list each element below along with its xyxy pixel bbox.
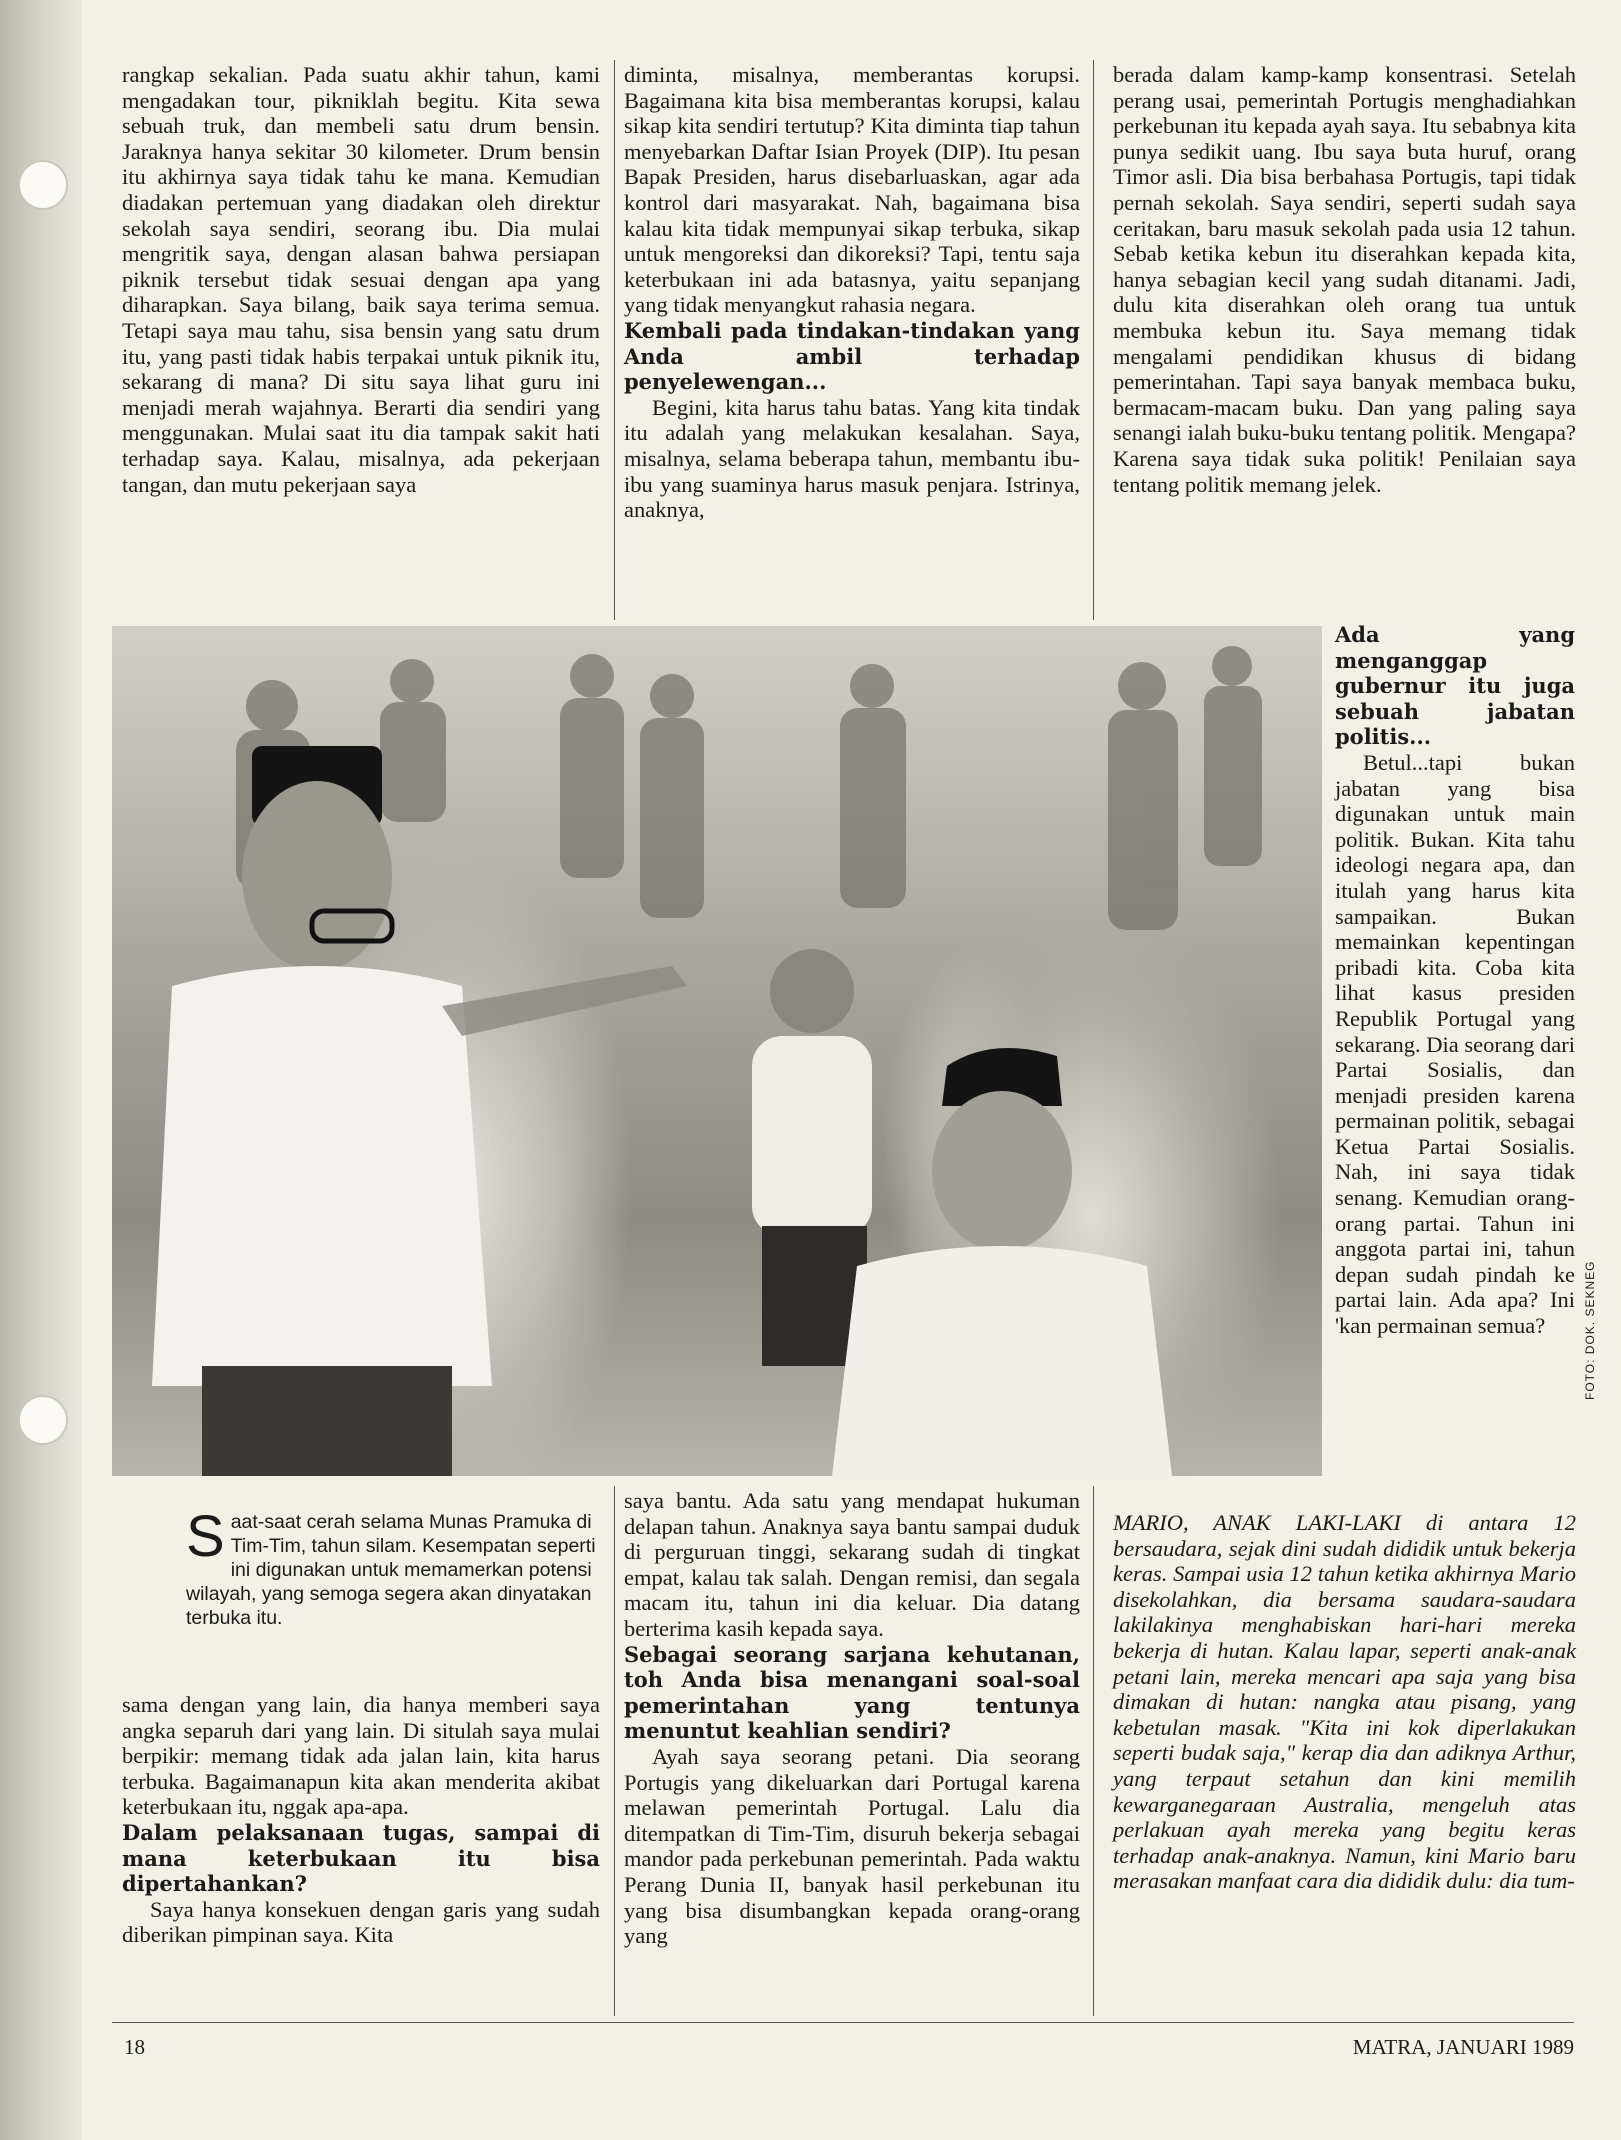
column-2-top: [624, 62, 1080, 523]
sidebar-paragraph: MARIO, ANAK LAKI-LAKI di antara 12 bersaudara, sejak dini sudah dididik untuk bekerja keras. Sampai usia 12 tahun ketika akhirnya Mario disekolahkan, dia bersama saudara-saudara lakilakinya menghabiskan hari-hari mereka bekerja di hutan. Kalau lapar, seperti anak-anak petani lain, mereka mencari apa saja yang bisa dimakan di hutan: nangka atau pisang, yang kebetulan masak. "Kita ini kok diperlakukan seperti budak saja," kerap dia dan adiknya Arthur, yang terpaut setahun dan kini memilih kewarganegaraan Australia, mengeluh atas perlakuan ayah mereka yang begitu keras terhadap anak-anaknya. Namun, kini Mario baru merasakan manfaat cara dia dididik dulu: dia tum-: [1113, 1510, 1576, 1894]
paragraph: Begini, kita harus tahu batas. Yang kita tindak itu adalah yang melakukan kesalahan. Saya, misalnya, selama beberapa tahun, membantu ibu-ibu yang suaminya harus masuk penjara. Istrinya, anaknya,: [624, 394, 1080, 523]
paragraph: sama dengan yang lain, dia hanya memberi saya angka separuh dari yang lain. Di situlah saya mulai berpikir: memang tidak ada jalan lain, kita harus terbuka. Bagaimanapun kita akan menderita akibat keterbukaan itu, nggak apa-apa.: [122, 1692, 600, 1820]
punch-hole: [18, 160, 68, 210]
column-rule: [614, 1486, 615, 2016]
paragraph: saya bantu. Ada satu yang mendapat hukuman delapan tahun. Anaknya saya bantu sampai duduk di perguruan tinggi, sekarang sudah di tingkat empat, kalau tak salah. Dengan remisi, dan segala macam itu, tahun ini dia keluar. Dia datang berterima kasih kepada saya.: [624, 1488, 1080, 1641]
column-rule: [1093, 1486, 1094, 2016]
paragraph: Saya hanya konsekuen dengan garis yang sudah diberikan pimpinan saya. Kita: [122, 1896, 600, 1948]
binder-edge: [0, 0, 82, 2140]
interview-question: Dalam pelaksanaan tugas, sampai di mana keterbukaan itu bisa dipertahankan?: [122, 1819, 600, 1897]
photo-credit: FOTO: DOK. SEKNEG: [1583, 1260, 1597, 1400]
photo-illustration: [112, 626, 1322, 1476]
column-1-bottom: [122, 1692, 600, 1948]
caption-text: aat-saat cerah selama Munas Pramuka di Tim-Tim, tahun silam. Kesempatan seperti ini digunakan untuk memamerkan potensi wilayah, yang semoga segera akan dinyatakan terbuka itu.: [186, 1511, 596, 1629]
punch-hole: [18, 1395, 68, 1445]
interview-question: Ada yang menganggap gubernur itu juga sebuah jabatan politis...: [1335, 622, 1575, 750]
column-1-top: [122, 62, 600, 497]
column-rule: [1093, 60, 1094, 620]
paragraph: Betul...tapi bukan jabatan yang bisa digunakan untuk main politik. Bukan. Kita tahu ideologi negara apa, dan itulah yang harus kita sampaikan. Bukan memainkan kepentingan pribadi kita. Coba kita lihat kasus presiden Republik Portugal yang sekarang. Dia seorang dari Partai Sosialis, dan menjadi presiden karena permainan politik, sebagai Ketua Partai Sosialis. Nah, ini saya tidak senang. Kemudian orang-orang partai. Tahun ini anggota partai ini, tahun depan sudah pindah ke partai lain. Ada apa? Ini 'kan permainan semua?: [1335, 749, 1575, 1339]
column-rule: [614, 60, 615, 620]
news-photo: [112, 626, 1322, 1476]
publication-footer: MATRA, JANUARI 1989: [1352, 2035, 1574, 2059]
paragraph: Ayah saya seorang petani. Dia seorang Portugis yang dikeluarkan dari Portugal karena melawan pemerintah Portugal. Lalu dia ditempatkan di Tim-Tim, disuruh bekerja sebagai mandor pada perkebunan pemerintah. Pada waktu Perang Dunia II, banyak hasil perkebunan itu yang bisa disumbangkan kepada orang-orang yang: [624, 1743, 1080, 1949]
page-number: 18: [124, 2035, 145, 2059]
column-3-bottom: [1113, 1510, 1576, 1894]
column-2-bottom: [624, 1488, 1080, 1949]
interview-question: Sebagai seorang sarjana kehutanan, toh Anda bisa menangani soal-soal pemerintahan yang tentunya menuntut keahlian sendiri?: [624, 1641, 1080, 1744]
paragraph: berada dalam kamp-kamp konsentrasi. Setelah perang usai, pemerintah Portugis menghadiahkan perkebunan itu kepada ayah saya. Itu sebabnya kita punya sedikit uang. Ibu saya buta huruf, orang Timor asli. Dia bisa berbahasa Portugis, tapi tidak pernah sekolah. Saya sendiri, seperti sudah saya ceritakan, baru masuk sekolah pada usia 12 tahun. Sebab ketika kebun itu diserahkan kepada kita, hanya sebagian kecil yang sudah ditanami. Jadi, dulu kita diserahkan oleh orang tua untuk membuka kebun itu. Saya memang tidak mengalami pendidikan khusus di bidang pemerintahan. Tapi saya banyak membaca buku, bermacam-macam buku. Dan yang paling saya senangi ialah buku-buku tentang politik. Mengapa? Karena saya tidak suka politik! Penilaian saya tentang politik memang jelek.: [1113, 62, 1576, 497]
paragraph: diminta, misalnya, memberantas korupsi. Bagaimana kita bisa memberantas korupsi, kalau sikap kita sendiri tertutup? Kita diminta tiap tahun menyebarkan Daftar Isian Proyek (DIP). Itu pesan Bapak Presiden, harus disebarluaskan, agar ada kontrol dari masyarakat. Nah, bagaimana bisa kalau kita tidak mempunyai sikap terbuka, sikap untuk mengoreksi dan dikoreksi? Tapi, tentu saja keterbukaan ini ada batasnya, yaitu sepanjang yang tidak menyangkut rahasia negara.: [624, 62, 1080, 318]
column-3-top: [1113, 62, 1576, 497]
caption-dropcap: S: [186, 1504, 225, 1569]
photo-caption: [186, 1504, 606, 1630]
interview-question: Kembali pada tindakan-tindakan yang Anda ambil terhadap penyelewengan...: [624, 317, 1080, 395]
column-3-side: [1335, 622, 1575, 1339]
footer-rule: [112, 2022, 1574, 2023]
paragraph: rangkap sekalian. Pada suatu akhir tahun, kami mengadakan tour, pikniklah begitu. Kita sewa sebuah truk, dan membeli satu drum bensin. Jaraknya hanya sekitar 30 kilometer. Drum bensin itu akhirnya saya tidak tahu ke mana. Kemudian diadakan pertemuan yang diadakan oleh direktur sekolah saya sendiri, seorang ibu. Dia mulai mengritik saya, dengan alasan bahwa persiapan piknik tersebut tidak sesuai dengan apa yang diharapkan. Saya bilang, baik saya terima semua. Tetapi saya mau tahu, sisa bensin yang satu drum itu, yang pasti tidak habis terpakai untuk piknik itu, sekarang di mana? Di situ saya lihat guru ini menjadi merah wajahnya. Berarti dia sendiri yang menggunakan. Mulai saat itu dia tampak sakit hati terhadap saya. Kalau, misalnya, ada pekerjaan tangan, dan mutu pekerjaan saya: [122, 62, 600, 497]
